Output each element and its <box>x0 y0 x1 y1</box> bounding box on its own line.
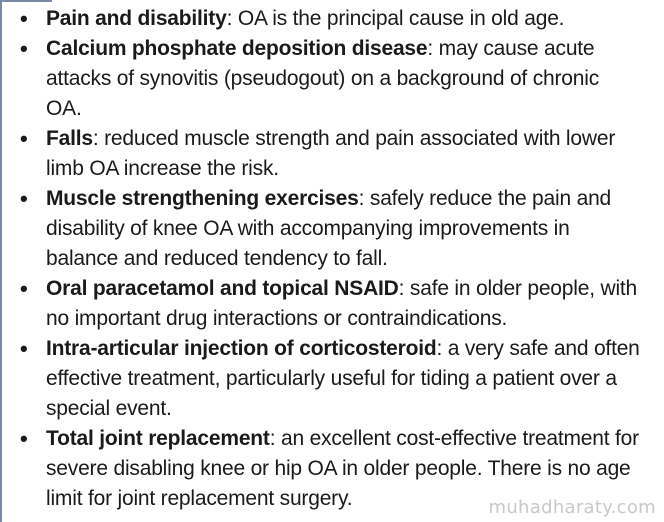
item-text: : reduced muscle strength and pain associated with lower limb OA increase the risk. <box>46 127 616 180</box>
bullet-icon: • <box>20 6 28 31</box>
list-item <box>0 334 664 424</box>
bullet-icon: • <box>20 426 28 451</box>
item-text: : safely reduce the pain and disability of knee OA with accompanying improvements in balance and reduced tendency to fall. <box>46 187 612 270</box>
item-term: Intra-articular injection of corticosteroid <box>46 337 437 360</box>
watermark-text: muhadharaty.com <box>488 497 656 518</box>
item-term: Oral paracetamol and topical NSAID <box>46 277 399 300</box>
bullet-list <box>0 4 664 514</box>
list-item <box>0 4 664 34</box>
item-term: Pain and disability <box>46 7 227 30</box>
bullet-icon: • <box>20 36 28 61</box>
item-term: Muscle strengthening exercises <box>46 187 359 210</box>
bullet-icon: • <box>20 186 28 211</box>
item-term: Falls <box>46 127 93 150</box>
item-text: : an excellent cost-effective treatment for severe disabling knee or hip OA in older people. There is no age limit for joint replacement surgery. <box>46 427 639 510</box>
bullet-icon: • <box>20 276 28 301</box>
list-item <box>0 124 664 184</box>
top-border-rule <box>0 0 52 2</box>
list-item <box>0 184 664 274</box>
list-item <box>0 34 664 124</box>
item-term: Total joint replacement <box>46 427 270 450</box>
item-text: : may cause acute attacks of synovitis (pseudogout) on a background of chronic OA. <box>46 37 599 120</box>
item-term: Calcium phosphate deposition disease <box>46 37 428 60</box>
list-item <box>0 274 664 334</box>
bullet-icon: • <box>20 126 28 151</box>
item-text: : safe in older people, with no important drug interactions or contraindications. <box>46 277 638 330</box>
item-text: : a very safe and often effective treatment, particularly useful for tiding a patient over a special event. <box>46 337 640 420</box>
bullet-icon: • <box>20 336 28 361</box>
item-text: : OA is the principal cause in old age. <box>226 7 565 30</box>
